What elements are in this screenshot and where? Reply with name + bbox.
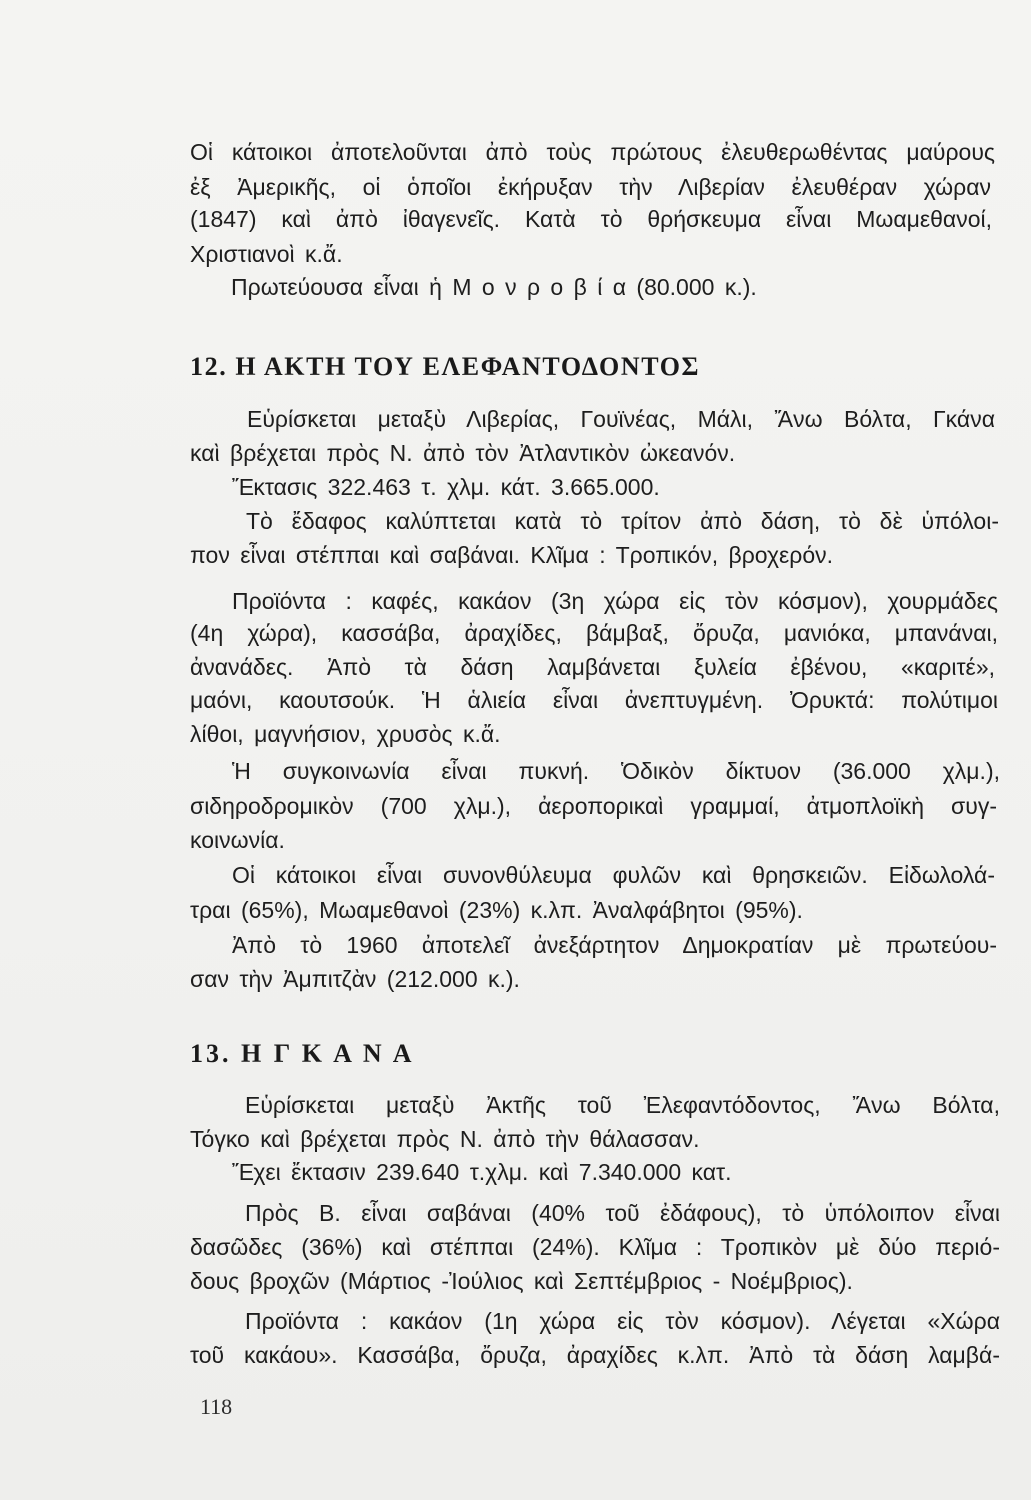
text-line: Τόγκο καὶ βρέχεται πρὸς Ν. ἀπὸ τὴν θάλασσαν. <box>190 1126 700 1152</box>
text-line: Ἔχει ἔκτασιν 239.640 τ.χλμ. καὶ 7.340.000 κατ. <box>232 1159 732 1185</box>
text-line: Τὸ ἔδαφος καλύπτεται κατὰ τὸ τρίτον ἀπὸ δάση, τὸ δὲ ὑπόλοι- <box>246 508 999 534</box>
text-line: Πρωτεύουσα εἶναι ἡ Μ ο ν ρ ο β ί α (80.000 κ.). <box>231 274 757 300</box>
text-line: δους βροχῶν (Μάρτιος -Ἰούλιος καὶ Σεπτέμβριος - Νοέμβριος). <box>190 1268 853 1294</box>
text-line: πον εἶναι στέππαι καὶ σαβάναι. Κλῖμα : Τροπικόν, βροχερόν. <box>190 542 834 568</box>
page-number: 118 <box>200 1394 233 1419</box>
text-line: τραι (65%), Μωαμεθανοὶ (23%) κ.λπ. Ἀναλφάβητοι (95%). <box>190 897 803 923</box>
text-line: (4η χώρα), κασσάβα, ἀραχίδες, βάμβαξ, ὄρυζα, μανιόκα, μπανάναι, <box>190 620 998 646</box>
text-line: Εὑρίσκεται μεταξὺ Ἀκτῆς τοῦ Ἐλεφαντόδοντος, Ἄνω Βόλτα, <box>245 1092 1000 1118</box>
text-line: σιδηροδρομικὸν (700 χλμ.), ἀεροπορικαὶ γραμμαί, ἀτμοπλοϊκὴ συγ- <box>190 793 997 819</box>
text-line: Εὑρίσκεται μεταξὺ Λιβερίας, Γουϊνέας, Μάλι, Ἄνω Βόλτα, Γκάνα <box>247 406 995 432</box>
text-line: Χριστιανοὶ κ.ἄ. <box>190 241 343 267</box>
text-line: καὶ βρέχεται πρὸς Ν. ἀπὸ τὸν Ἀτλαντικὸν ὠκεανόν. <box>190 440 736 466</box>
text-line: Προϊόντα : κακάον (1η χώρα εἰς τὸν κόσμον). Λέγεται «Χώρα <box>245 1308 1000 1334</box>
text-line: ἐξ Ἀμερικῆς, οἱ ὁποῖοι ἐκήρυξαν τὴν Λιβερίαν ἐλευθέραν χώραν <box>190 174 991 200</box>
text-line: μαόνι, καουτσούκ. Ἡ ἁλιεία εἶναι ἀνεπτυγμένη. Ὀρυκτά: πολύτιμοι <box>190 687 998 713</box>
section-heading: 13. Η Γ Κ Α Ν Α <box>190 1039 415 1068</box>
text-line: Προϊόντα : καφές, κακάον (3η χώρα εἰς τὸν κόσμον), χουρμάδες <box>232 588 998 614</box>
text-line: Οἱ κάτοικοι ἀποτελοῦνται ἀπὸ τοὺς πρώτους ἐλευθερωθέντας μαύρους <box>190 139 995 165</box>
text-line: Ἀπὸ τὸ 1960 ἀποτελεῖ ἀνεξάρτητον Δημοκρατίαν μὲ πρωτεύου- <box>232 932 997 958</box>
text-line: δασῶδες (36%) καὶ στέππαι (24%). Κλῖμα : Τροπικὸν μὲ δύο περιό- <box>190 1234 1000 1260</box>
text-line: Πρὸς Β. εἶναι σαβάναι (40% τοῦ ἐδάφους), τὸ ὑπόλοιπον εἶναι <box>245 1200 1000 1226</box>
text-line: Οἱ κάτοικοι εἶναι συνονθύλευμα φυλῶν καὶ θρησκειῶν. Εἰδωλολά- <box>232 862 995 888</box>
text-line: (1847) καὶ ἀπὸ ἰθαγενεῖς. Κατὰ τὸ θρήσκευμα εἶναι Μωαμεθανοί, <box>190 206 992 232</box>
text-line: Ἡ συγκοινωνία εἶναι πυκνή. Ὁδικὸν δίκτυον (36.000 χλμ.), <box>232 758 1000 784</box>
text-line: λίθοι, μαγνήσιον, χρυσὸς κ.ἄ. <box>190 721 501 747</box>
section-heading: 12. Η ΑΚΤΗ ΤΟΥ ΕΛΕΦΑΝΤΟΔΟΝΤΟΣ <box>190 352 701 381</box>
text-line: κοινωνία. <box>190 827 285 853</box>
text-line: ἀνανάδες. Ἀπὸ τὰ δάση λαμβάνεται ξυλεία ἐβένου, «καριτέ», <box>190 654 995 680</box>
text-line: τοῦ κακάου». Κασσάβα, ὄρυζα, ἀραχίδες κ.λπ. Ἀπὸ τὰ δάση λαμβά- <box>190 1342 1000 1368</box>
text-line: σαν τὴν Ἀμπιτζὰν (212.000 κ.). <box>190 966 520 992</box>
text-line: Ἔκτασις 322.463 τ. χλμ. κάτ. 3.665.000. <box>232 474 660 500</box>
